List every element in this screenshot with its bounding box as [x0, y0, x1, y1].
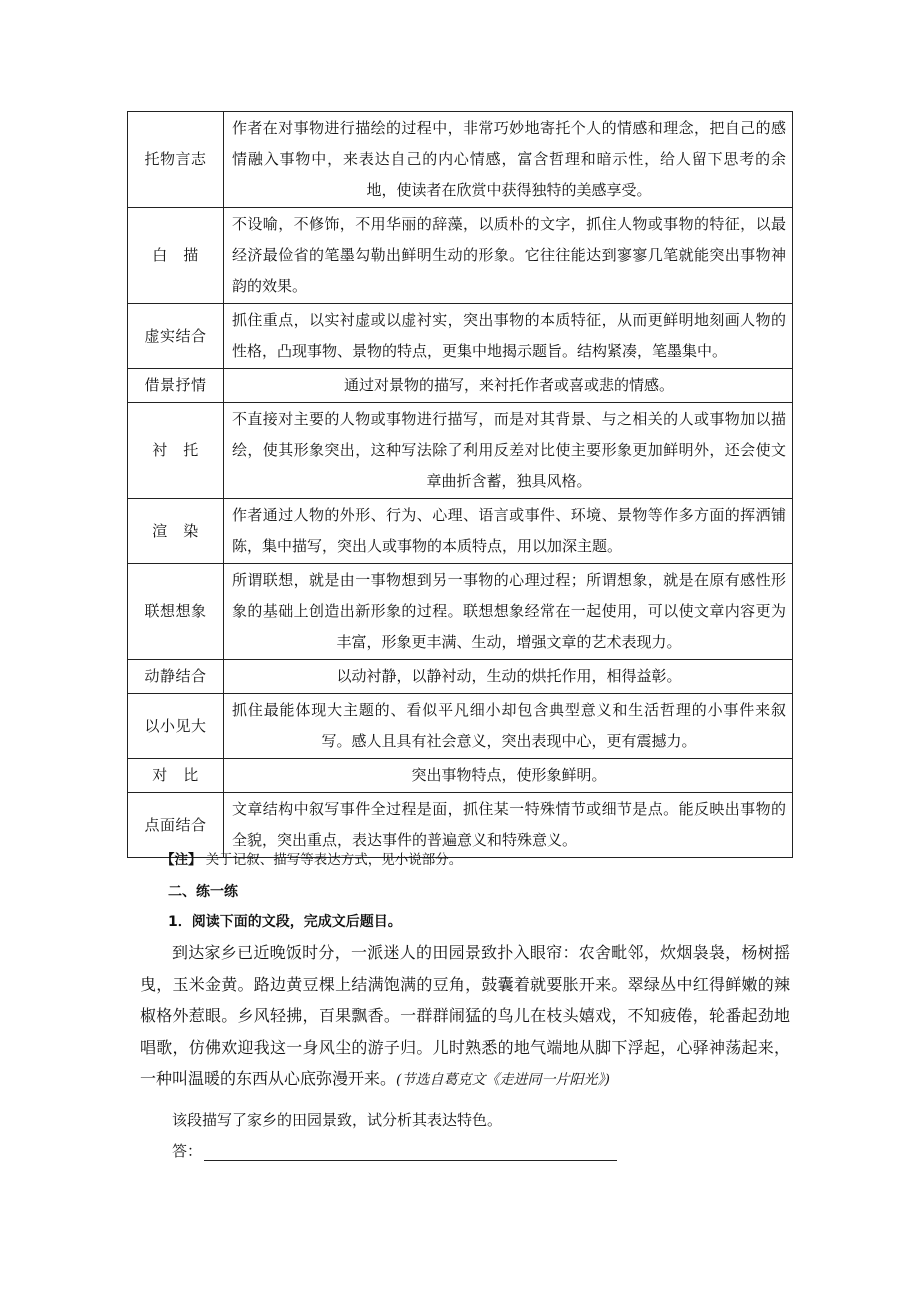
term-cell: 对 比: [128, 759, 224, 793]
description-cell: 作者在对事物进行描绘的过程中，非常巧妙地寄托个人的情感和理念，把自己的感情融入事物中，来表达自己的内心情感，富含哲理和暗示性，给人留下思考的余地，使读者在欣赏中获得独特的美感享受。: [224, 112, 793, 208]
description-cell: 以动衬静，以静衬动，生动的烘托作用，相得益彰。: [224, 660, 793, 694]
table-row: [128, 564, 793, 660]
answer-label: 答：: [172, 1142, 203, 1160]
description-cell: 突出事物特点，使形象鲜明。: [224, 759, 793, 793]
table-row: [128, 208, 793, 304]
table-row: [128, 660, 793, 694]
table-row: [128, 304, 793, 369]
table-row: [128, 759, 793, 793]
term-cell: 渲 染: [128, 499, 224, 564]
answer-line: [172, 1140, 617, 1161]
table-row: [128, 499, 793, 564]
table-row: [128, 694, 793, 759]
table-row: [128, 403, 793, 499]
term-cell: 动静结合: [128, 660, 224, 694]
description-cell: 不设喻，不修饰，不用华丽的辞藻，以质朴的文字，抓住人物或事物的特征，以最经济最俭省的笔墨勾勒出鲜明生动的形象。它往往能达到寥寥几笔就能突出事物神韵的效果。: [224, 208, 793, 304]
term-cell: 衬 托: [128, 403, 224, 499]
term-cell: 托物言志: [128, 112, 224, 208]
description-cell: 抓住最能体现大主题的、看似平凡细小却包含典型意义和生活哲理的小事件来叙写。感人且具有社会意义，突出表现中心，更有震撼力。: [224, 694, 793, 759]
question-title: 1．阅读下面的文段，完成文后题目。: [168, 914, 402, 930]
description-cell: 不直接对主要的人物或事物进行描写，而是对其背景、与之相关的人或事物加以描绘，使其形象突出，这种写法除了利用反差对比使主要形象更加鲜明外，还会使文章曲折含蓄，独具风格。: [224, 403, 793, 499]
passage-source: (节选自葛克文《走进同一片阳光》): [396, 1072, 610, 1088]
description-cell: 通过对景物的描写，来衬托作者或喜或悲的情感。: [224, 369, 793, 403]
description-cell: 抓住重点，以实衬虚或以虚衬实，突出事物的本质特征，从而更鲜明地刻画人物的性格，凸现事物、景物的特点，更集中地揭示题旨。结构紧凑，笔墨集中。: [224, 304, 793, 369]
term-cell: 白 描: [128, 208, 224, 304]
answer-blank[interactable]: [204, 1144, 617, 1161]
question-prompt: 该段描写了家乡的田园景致，试分析其表达特色。: [172, 1111, 503, 1129]
techniques-table: [127, 111, 793, 858]
description-cell: 文章结构中叙写事件全过程是面，抓住某一特殊情节或细节是点。能反映出事物的全貌，突出重点，表达事件的普遍意义和特殊意义。: [224, 793, 793, 858]
reading-passage: [140, 938, 790, 1097]
term-cell: 以小见大: [128, 694, 224, 759]
table-row: [128, 112, 793, 208]
description-cell: 所谓联想，就是由一事物想到另一事物的心理过程；所谓想象，就是在原有感性形象的基础上创造出新形象的过程。联想想象经常在一起使用，可以使文章内容更为丰富，形象更丰满、生动，增强文章的艺术表现力。: [224, 564, 793, 660]
term-cell: 点面结合: [128, 793, 224, 858]
section-title: 二、练一练: [168, 884, 238, 900]
note: [161, 848, 462, 868]
term-cell: 虚实结合: [128, 304, 224, 369]
passage-text: 到达家乡已近晚饭时分，一派迷人的田园景致扑入眼帘：农舍毗邻，炊烟袅袅，杨树摇曳，玉米金黄。路边黄豆棵上结满饱满的豆角，鼓囊着就要胀开来。翠绿丛中红得鲜嫩的辣椒格外惹眼。乡风轻拂，百果飘香。一群群闹猛的鸟儿在枝头嬉戏，不知疲倦，轮番起劲地唱歌，仿佛欢迎我这一身风尘的游子归。儿时熟悉的地气端地从脚下浮起，心驿神荡起来，一种叫温暖的东西从心底弥漫开来。: [140, 945, 790, 1088]
term-cell: 借景抒情: [128, 369, 224, 403]
table-row: [128, 369, 793, 403]
note-label: 【注】: [161, 852, 202, 868]
description-cell: 作者通过人物的外形、行为、心理、语言或事件、环境、景物等作多方面的挥洒铺陈，集中描写，突出人或事物的本质特点，用以加深主题。: [224, 499, 793, 564]
note-text: 关于记叙、描写等表达方式，见小说部分。: [205, 852, 463, 868]
term-cell: 联想想象: [128, 564, 224, 660]
